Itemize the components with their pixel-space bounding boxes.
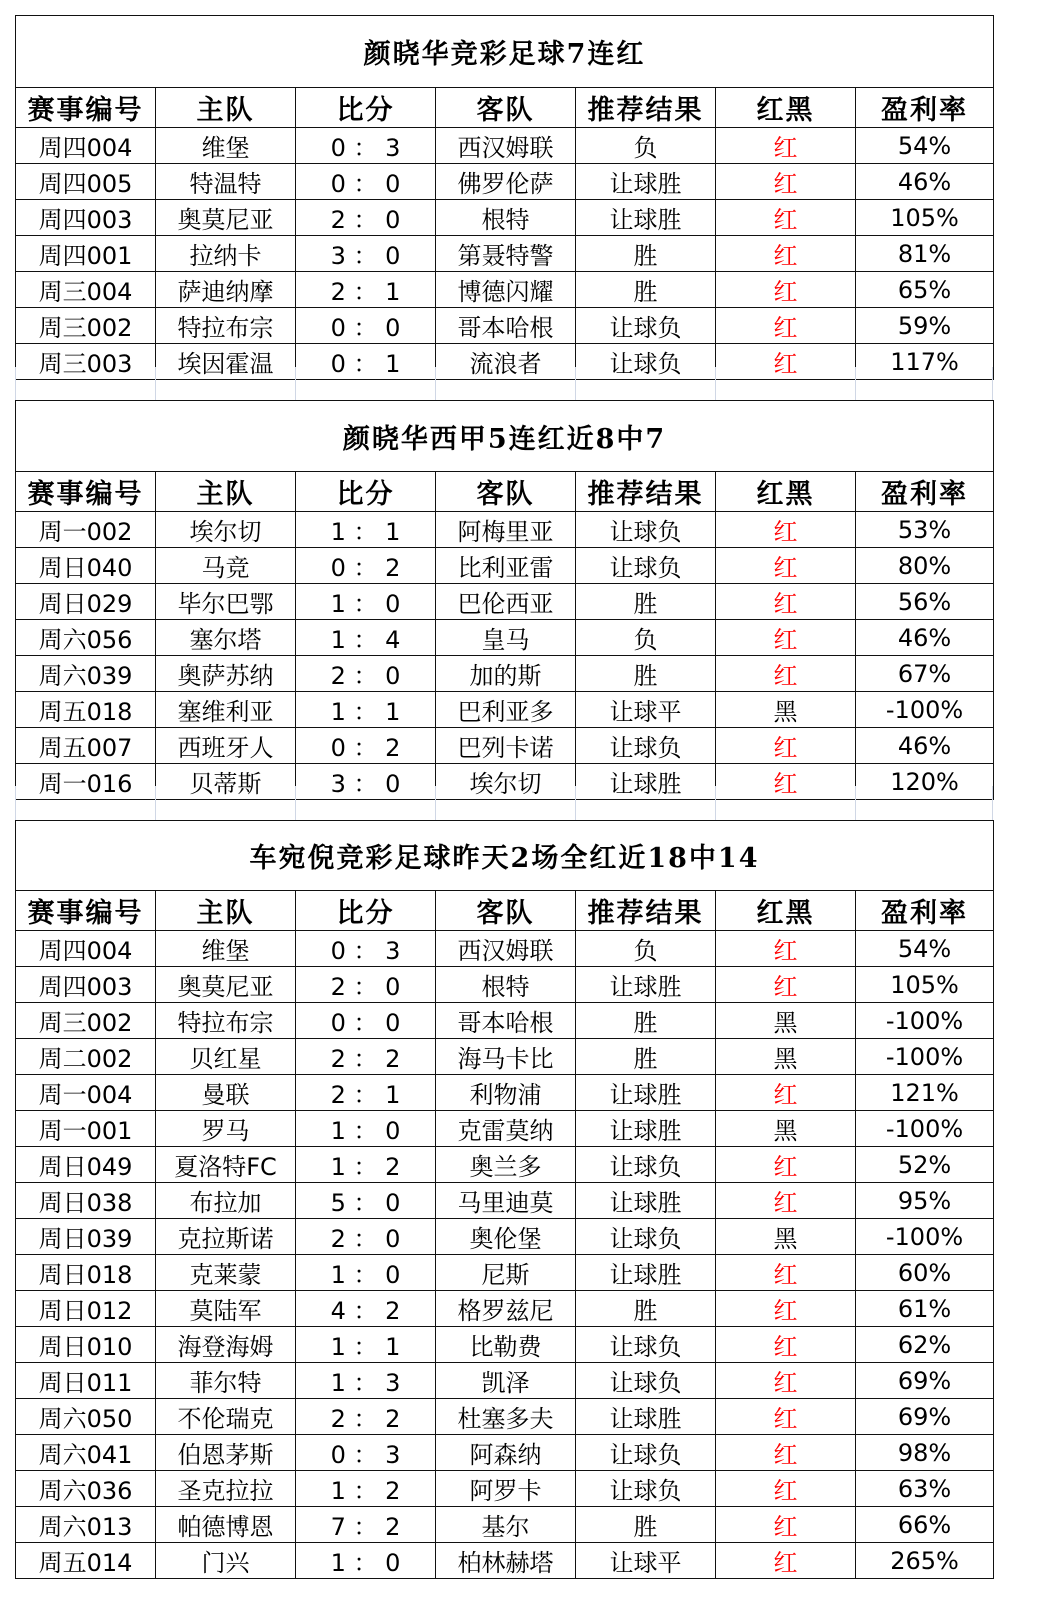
match-id-cell: 周五018 (16, 692, 156, 728)
result-cell: 红 (716, 584, 856, 620)
profit-rate-cell: 66% (856, 1507, 994, 1543)
profit-rate-cell: 81% (856, 236, 994, 272)
away-team-cell: 第聂特警 (436, 236, 576, 272)
profit-rate-cell: 67% (856, 656, 994, 692)
table-row (16, 728, 994, 764)
table-row (16, 692, 994, 728)
header-profit-rate: 盈利率 (856, 472, 994, 512)
score-cell: 1 ： 0 (296, 584, 436, 620)
home-team-cell: 马竞 (156, 548, 296, 584)
pick-cell: 让球胜 (576, 1255, 716, 1291)
section-rows (16, 931, 994, 1579)
result-cell: 红 (716, 236, 856, 272)
away-team-cell: 皇马 (436, 620, 576, 656)
away-team-cell: 博德闪耀 (436, 272, 576, 308)
away-team-cell: 尼斯 (436, 1255, 576, 1291)
profit-rate-cell: 121% (856, 1075, 994, 1111)
table-row (16, 1039, 994, 1075)
match-id-cell: 周日039 (16, 1219, 156, 1255)
score-cell: 0 ： 3 (296, 931, 436, 967)
away-team-cell: 巴利亚多 (436, 692, 576, 728)
table-row (16, 1219, 994, 1255)
home-team-cell: 克拉斯诺 (156, 1219, 296, 1255)
match-id-cell: 周一002 (16, 512, 156, 548)
section-title: 车宛倪竞彩足球昨天2场全红近18中14 (16, 821, 994, 891)
header-match-id: 赛事编号 (16, 891, 156, 931)
away-team-cell: 格罗兹尼 (436, 1291, 576, 1327)
profit-rate-cell: 80% (856, 548, 994, 584)
profit-rate-cell: 265% (856, 1543, 994, 1579)
table-row (16, 1363, 994, 1399)
score-cell: 0 ： 2 (296, 728, 436, 764)
match-id-cell: 周日018 (16, 1255, 156, 1291)
pick-cell: 让球负 (576, 344, 716, 380)
result-cell: 红 (716, 1363, 856, 1399)
score-cell: 1 ： 2 (296, 1471, 436, 1507)
profit-rate-cell: 61% (856, 1291, 994, 1327)
pick-cell: 让球负 (576, 728, 716, 764)
table-row (16, 1327, 994, 1363)
score-cell: 2 ： 2 (296, 1039, 436, 1075)
profit-rate-cell: 46% (856, 620, 994, 656)
result-cell: 红 (716, 1327, 856, 1363)
match-id-cell: 周日010 (16, 1327, 156, 1363)
table-row (16, 1471, 994, 1507)
match-id-cell: 周四004 (16, 128, 156, 164)
result-cell: 红 (716, 200, 856, 236)
away-team-cell: 海马卡比 (436, 1039, 576, 1075)
result-cell: 红 (716, 656, 856, 692)
match-id-cell: 周四003 (16, 200, 156, 236)
home-team-cell: 毕尔巴鄂 (156, 584, 296, 620)
match-id-cell: 周五007 (16, 728, 156, 764)
pick-cell: 让球胜 (576, 1111, 716, 1147)
profit-rate-cell: 56% (856, 584, 994, 620)
away-team-cell: 奥伦堡 (436, 1219, 576, 1255)
score-cell: 1 ： 0 (296, 1111, 436, 1147)
profit-rate-cell: 105% (856, 967, 994, 1003)
profit-rate-cell: 52% (856, 1147, 994, 1183)
score-cell: 2 ： 0 (296, 1219, 436, 1255)
away-team-cell: 巴列卡诺 (436, 728, 576, 764)
home-team-cell: 布拉加 (156, 1183, 296, 1219)
away-team-cell: 西汉姆联 (436, 128, 576, 164)
pick-cell: 让球胜 (576, 164, 716, 200)
match-id-cell: 周六050 (16, 1399, 156, 1435)
profit-rate-cell: 120% (856, 764, 994, 800)
score-cell: 1 ： 2 (296, 1147, 436, 1183)
table-row (16, 1291, 994, 1327)
away-team-cell: 基尔 (436, 1507, 576, 1543)
away-team-cell: 克雷莫纳 (436, 1111, 576, 1147)
match-id-cell: 周五014 (16, 1543, 156, 1579)
profit-rate-cell: 117% (856, 344, 994, 380)
result-cell: 红 (716, 1471, 856, 1507)
home-team-cell: 奥莫尼亚 (156, 200, 296, 236)
profit-rate-cell: 46% (856, 164, 994, 200)
away-team-cell: 哥本哈根 (436, 1003, 576, 1039)
home-team-cell: 塞尔塔 (156, 620, 296, 656)
away-team-cell: 西汉姆联 (436, 931, 576, 967)
home-team-cell: 埃因霍温 (156, 344, 296, 380)
table-row (16, 931, 994, 967)
header-result: 红黑 (716, 472, 856, 512)
header-score: 比分 (296, 891, 436, 931)
pick-cell: 胜 (576, 1507, 716, 1543)
pick-cell: 让球胜 (576, 200, 716, 236)
result-cell: 黑 (716, 1003, 856, 1039)
table-row (16, 308, 994, 344)
pick-cell: 让球负 (576, 1219, 716, 1255)
score-cell: 1 ： 3 (296, 1363, 436, 1399)
pick-cell: 负 (576, 931, 716, 967)
table-row (16, 1111, 994, 1147)
result-cell: 黑 (716, 1111, 856, 1147)
table-row (16, 1399, 994, 1435)
home-team-cell: 拉纳卡 (156, 236, 296, 272)
match-id-cell: 周三002 (16, 1003, 156, 1039)
score-cell: 2 ： 0 (296, 967, 436, 1003)
pick-cell: 让球胜 (576, 764, 716, 800)
match-id-cell: 周四001 (16, 236, 156, 272)
home-team-cell: 莫陆军 (156, 1291, 296, 1327)
away-team-cell: 凯泽 (436, 1363, 576, 1399)
section-table-2 (15, 400, 994, 800)
section-title: 颜晓华竞彩足球7连红 (16, 16, 994, 88)
profit-rate-cell: -100% (856, 1039, 994, 1075)
away-team-cell: 阿森纳 (436, 1435, 576, 1471)
home-team-cell: 奥莫尼亚 (156, 967, 296, 1003)
score-cell: 3 ： 0 (296, 236, 436, 272)
home-team-cell: 埃尔切 (156, 512, 296, 548)
pick-cell: 胜 (576, 1291, 716, 1327)
match-id-cell: 周日029 (16, 584, 156, 620)
section-table-3 (15, 820, 994, 1579)
score-cell: 2 ： 0 (296, 200, 436, 236)
home-team-cell: 夏洛特FC (156, 1147, 296, 1183)
score-cell: 1 ： 1 (296, 512, 436, 548)
result-cell: 红 (716, 1435, 856, 1471)
table-row (16, 1075, 994, 1111)
header-result: 红黑 (716, 891, 856, 931)
header-result: 红黑 (716, 88, 856, 128)
away-team-cell: 加的斯 (436, 656, 576, 692)
match-id-cell: 周六036 (16, 1471, 156, 1507)
away-team-cell: 流浪者 (436, 344, 576, 380)
profit-rate-cell: -100% (856, 692, 994, 728)
home-team-cell: 特拉布宗 (156, 308, 296, 344)
score-cell: 1 ： 1 (296, 1327, 436, 1363)
table-row (16, 620, 994, 656)
header-match-id: 赛事编号 (16, 472, 156, 512)
result-cell: 红 (716, 620, 856, 656)
pick-cell: 让球平 (576, 1543, 716, 1579)
away-team-cell: 根特 (436, 967, 576, 1003)
profit-rate-cell: 63% (856, 1471, 994, 1507)
score-cell: 0 ： 3 (296, 1435, 436, 1471)
result-cell: 红 (716, 1183, 856, 1219)
home-team-cell: 特温特 (156, 164, 296, 200)
score-cell: 4 ： 2 (296, 1291, 436, 1327)
profit-rate-cell: 95% (856, 1183, 994, 1219)
pick-cell: 让球负 (576, 1327, 716, 1363)
score-cell: 3 ： 0 (296, 764, 436, 800)
result-cell: 红 (716, 1399, 856, 1435)
match-id-cell: 周六039 (16, 656, 156, 692)
table-row (16, 164, 994, 200)
score-cell: 1 ： 1 (296, 692, 436, 728)
profit-rate-cell: -100% (856, 1219, 994, 1255)
away-team-cell: 比利亚雷 (436, 548, 576, 584)
pick-cell: 让球胜 (576, 1075, 716, 1111)
result-cell: 红 (716, 344, 856, 380)
score-cell: 7 ： 2 (296, 1507, 436, 1543)
pick-cell: 胜 (576, 656, 716, 692)
score-cell: 1 ： 4 (296, 620, 436, 656)
header-match-id: 赛事编号 (16, 88, 156, 128)
result-cell: 红 (716, 164, 856, 200)
empty-row (15, 786, 993, 820)
score-cell: 0 ： 0 (296, 308, 436, 344)
away-team-cell: 阿梅里亚 (436, 512, 576, 548)
header-score: 比分 (296, 88, 436, 128)
home-team-cell: 维堡 (156, 128, 296, 164)
empty-row (15, 367, 993, 400)
away-team-cell: 阿罗卡 (436, 1471, 576, 1507)
table-row (16, 236, 994, 272)
result-cell: 红 (716, 1255, 856, 1291)
table-row (16, 656, 994, 692)
profit-rate-cell: 65% (856, 272, 994, 308)
header-away-team: 客队 (436, 472, 576, 512)
profit-rate-cell: 53% (856, 512, 994, 548)
home-team-cell: 海登海姆 (156, 1327, 296, 1363)
match-id-cell: 周日049 (16, 1147, 156, 1183)
result-cell: 红 (716, 272, 856, 308)
away-team-cell: 哥本哈根 (436, 308, 576, 344)
pick-cell: 负 (576, 128, 716, 164)
header-away-team: 客队 (436, 891, 576, 931)
pick-cell: 胜 (576, 584, 716, 620)
match-id-cell: 周一004 (16, 1075, 156, 1111)
home-team-cell: 圣克拉拉 (156, 1471, 296, 1507)
header-home-team: 主队 (156, 891, 296, 931)
result-cell: 红 (716, 931, 856, 967)
pick-cell: 让球负 (576, 548, 716, 584)
away-team-cell: 佛罗伦萨 (436, 164, 576, 200)
match-id-cell: 周六013 (16, 1507, 156, 1543)
match-id-cell: 周六056 (16, 620, 156, 656)
home-team-cell: 贝蒂斯 (156, 764, 296, 800)
table-row (16, 1255, 994, 1291)
result-cell: 红 (716, 967, 856, 1003)
result-cell: 黑 (716, 1219, 856, 1255)
result-cell: 红 (716, 512, 856, 548)
profit-rate-cell: 62% (856, 1327, 994, 1363)
pick-cell: 胜 (576, 1003, 716, 1039)
table-row (16, 200, 994, 236)
home-team-cell: 特拉布宗 (156, 1003, 296, 1039)
match-id-cell: 周四004 (16, 931, 156, 967)
away-team-cell: 柏林赫塔 (436, 1543, 576, 1579)
match-id-cell: 周三004 (16, 272, 156, 308)
pick-cell: 让球负 (576, 1147, 716, 1183)
score-cell: 1 ： 0 (296, 1543, 436, 1579)
score-cell: 0 ： 3 (296, 128, 436, 164)
header-away-team: 客队 (436, 88, 576, 128)
table-row (16, 512, 994, 548)
home-team-cell: 贝红星 (156, 1039, 296, 1075)
match-id-cell: 周四003 (16, 967, 156, 1003)
profit-rate-cell: -100% (856, 1003, 994, 1039)
table-row (16, 1435, 994, 1471)
header-pick: 推荐结果 (576, 472, 716, 512)
match-id-cell: 周六041 (16, 1435, 156, 1471)
table-row (16, 1147, 994, 1183)
pick-cell: 让球胜 (576, 967, 716, 1003)
pick-cell: 胜 (576, 236, 716, 272)
section-table-1 (15, 15, 994, 380)
home-team-cell: 罗马 (156, 1111, 296, 1147)
result-cell: 红 (716, 128, 856, 164)
header-home-team: 主队 (156, 472, 296, 512)
pick-cell: 让球胜 (576, 1399, 716, 1435)
match-id-cell: 周日040 (16, 548, 156, 584)
result-cell: 红 (716, 1147, 856, 1183)
score-cell: 0 ： 1 (296, 344, 436, 380)
table-row (16, 967, 994, 1003)
header-score: 比分 (296, 472, 436, 512)
header-home-team: 主队 (156, 88, 296, 128)
result-cell: 红 (716, 728, 856, 764)
score-cell: 0 ： 0 (296, 164, 436, 200)
score-cell: 0 ： 2 (296, 548, 436, 584)
result-cell: 红 (716, 548, 856, 584)
home-team-cell: 西班牙人 (156, 728, 296, 764)
pick-cell: 负 (576, 620, 716, 656)
match-id-cell: 周三002 (16, 308, 156, 344)
away-team-cell: 奥兰多 (436, 1147, 576, 1183)
section-rows (16, 128, 994, 380)
result-cell: 黑 (716, 692, 856, 728)
pick-cell: 胜 (576, 272, 716, 308)
header-pick: 推荐结果 (576, 88, 716, 128)
pick-cell: 让球负 (576, 512, 716, 548)
result-cell: 红 (716, 308, 856, 344)
profit-rate-cell: 46% (856, 728, 994, 764)
match-id-cell: 周四005 (16, 164, 156, 200)
score-cell: 2 ： 1 (296, 272, 436, 308)
home-team-cell: 伯恩茅斯 (156, 1435, 296, 1471)
header-pick: 推荐结果 (576, 891, 716, 931)
score-cell: 2 ： 1 (296, 1075, 436, 1111)
score-cell: 2 ： 2 (296, 1399, 436, 1435)
home-team-cell: 曼联 (156, 1075, 296, 1111)
pick-cell: 让球负 (576, 1363, 716, 1399)
table-row (16, 584, 994, 620)
section-title: 颜晓华西甲5连红近8中7 (16, 401, 994, 472)
header-profit-rate: 盈利率 (856, 891, 994, 931)
match-id-cell: 周日038 (16, 1183, 156, 1219)
profit-rate-cell: 60% (856, 1255, 994, 1291)
pick-cell: 让球负 (576, 308, 716, 344)
profit-rate-cell: 105% (856, 200, 994, 236)
profit-rate-cell: 69% (856, 1399, 994, 1435)
table-row (16, 1183, 994, 1219)
result-cell: 红 (716, 1075, 856, 1111)
profit-rate-cell: 59% (856, 308, 994, 344)
match-id-cell: 周一016 (16, 764, 156, 800)
home-team-cell: 萨迪纳摩 (156, 272, 296, 308)
result-cell: 黑 (716, 1039, 856, 1075)
home-team-cell: 帕德博恩 (156, 1507, 296, 1543)
table-row (16, 128, 994, 164)
away-team-cell: 巴伦西亚 (436, 584, 576, 620)
profit-rate-cell: 54% (856, 931, 994, 967)
result-cell: 红 (716, 1543, 856, 1579)
profit-rate-cell: 98% (856, 1435, 994, 1471)
score-cell: 0 ： 0 (296, 1003, 436, 1039)
profit-rate-cell: 69% (856, 1363, 994, 1399)
match-id-cell: 周三003 (16, 344, 156, 380)
table-row (16, 1003, 994, 1039)
away-team-cell: 马里迪莫 (436, 1183, 576, 1219)
pick-cell: 让球负 (576, 1435, 716, 1471)
home-team-cell: 维堡 (156, 931, 296, 967)
home-team-cell: 奥萨苏纳 (156, 656, 296, 692)
match-id-cell: 周二002 (16, 1039, 156, 1075)
match-id-cell: 周日012 (16, 1291, 156, 1327)
match-id-cell: 周日011 (16, 1363, 156, 1399)
score-cell: 5 ： 0 (296, 1183, 436, 1219)
pick-cell: 让球平 (576, 692, 716, 728)
table-row (16, 548, 994, 584)
result-cell: 红 (716, 1507, 856, 1543)
home-team-cell: 门兴 (156, 1543, 296, 1579)
result-cell: 红 (716, 1291, 856, 1327)
table-row (16, 1543, 994, 1579)
result-cell: 红 (716, 764, 856, 800)
score-cell: 1 ： 0 (296, 1255, 436, 1291)
section-rows (16, 512, 994, 800)
away-team-cell: 杜塞多夫 (436, 1399, 576, 1435)
away-team-cell: 埃尔切 (436, 764, 576, 800)
away-team-cell: 比勒费 (436, 1327, 576, 1363)
profit-rate-cell: 54% (856, 128, 994, 164)
pick-cell: 胜 (576, 1039, 716, 1075)
home-team-cell: 克莱蒙 (156, 1255, 296, 1291)
home-team-cell: 塞维利亚 (156, 692, 296, 728)
home-team-cell: 不伦瑞克 (156, 1399, 296, 1435)
away-team-cell: 根特 (436, 200, 576, 236)
profit-rate-cell: -100% (856, 1111, 994, 1147)
table-row (16, 272, 994, 308)
match-id-cell: 周一001 (16, 1111, 156, 1147)
away-team-cell: 利物浦 (436, 1075, 576, 1111)
table-row (16, 1507, 994, 1543)
score-cell: 2 ： 0 (296, 656, 436, 692)
home-team-cell: 菲尔特 (156, 1363, 296, 1399)
pick-cell: 让球负 (576, 1471, 716, 1507)
header-profit-rate: 盈利率 (856, 88, 994, 128)
pick-cell: 让球胜 (576, 1183, 716, 1219)
